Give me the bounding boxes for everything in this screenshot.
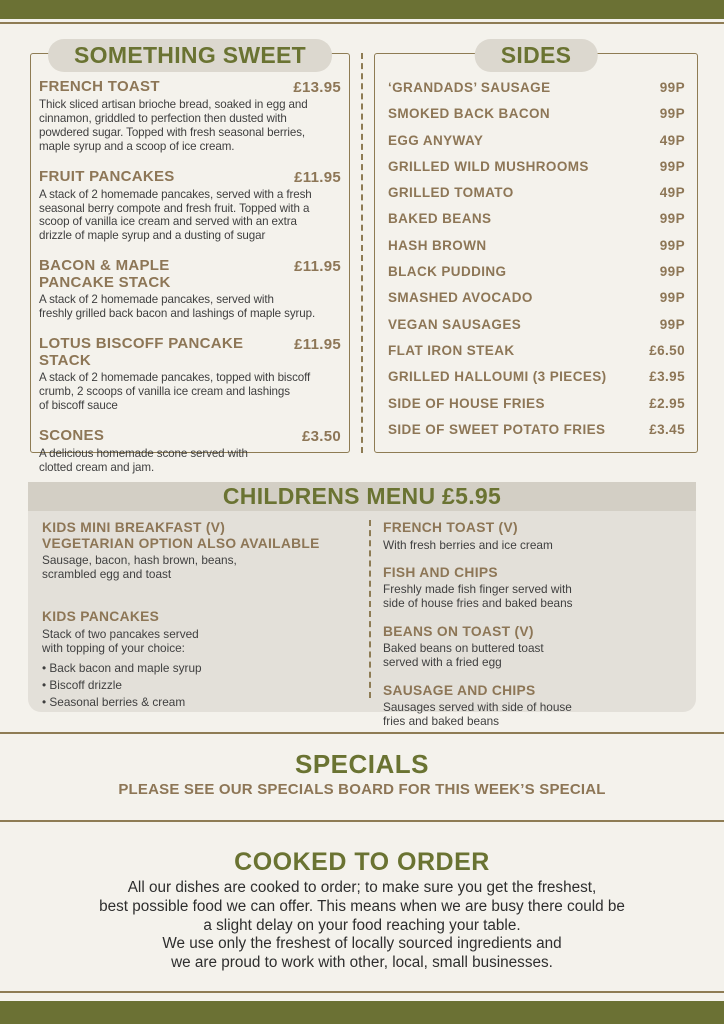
- kids-item-description: [42, 627, 369, 655]
- cooked-to-order-line: All our dishes are cooked to order; to make sure you get the freshest,: [127, 879, 597, 896]
- kids-menu-item: [383, 624, 696, 670]
- side-item-price: £2.95: [649, 395, 685, 411]
- column-divider: [350, 53, 374, 453]
- side-item-row: [388, 364, 685, 390]
- kids-item-description: [383, 700, 696, 728]
- sides-section: [374, 42, 698, 453]
- menu-item: [39, 258, 341, 321]
- side-item-price: 99P: [659, 106, 685, 122]
- kids-item-description: [383, 538, 696, 552]
- kids-menu-item: [42, 609, 369, 710]
- top-olive-bar: [0, 0, 724, 19]
- menu-item-head: [39, 79, 341, 96]
- kids-item-title-line: KIDS MINI BREAKFAST (V): [42, 520, 226, 535]
- kids-menu-item: [383, 520, 696, 552]
- kids-item-title-line: FISH AND CHIPS: [383, 564, 498, 580]
- kids-item-title: [383, 624, 696, 640]
- side-item-row: [388, 233, 685, 259]
- cooked-to-order-line: we are proud to work with other, local, small businesses.: [171, 954, 553, 972]
- description-line: powdered sugar. Topped with fresh seasonal berries,: [39, 125, 306, 139]
- menu-item-name-line: FRUIT PANCAKES: [39, 167, 175, 185]
- description-line: Sausage, bacon, hash brown, beans,: [42, 553, 237, 567]
- menu-item: [39, 169, 341, 244]
- description-line: served with a fried egg: [383, 655, 502, 670]
- menu-item-description: [39, 188, 341, 244]
- side-item-price: 49P: [659, 185, 685, 201]
- menu-item-price: £13.95: [293, 79, 341, 96]
- menu-item: [39, 428, 341, 475]
- side-item-row: [388, 154, 685, 180]
- side-item-price: 99P: [659, 290, 685, 306]
- childrens-menu-body: [28, 511, 696, 729]
- side-item-name: BLACK PUDDING: [388, 264, 507, 280]
- childrens-menu-left-column: [42, 520, 369, 712]
- side-item-name: SIDE OF SWEET POTATO FRIES: [388, 421, 606, 437]
- menu-item-price: £3.50: [301, 427, 341, 445]
- side-item-row: [388, 75, 685, 101]
- side-item-name: SIDE OF HOUSE FRIES: [388, 395, 545, 411]
- menu-item: [39, 79, 341, 154]
- kids-item-title-line: KIDS PANCAKES: [42, 609, 160, 625]
- description-line: scrambled egg and toast: [42, 567, 172, 582]
- description-line: scoop of vanilla ice cream and served with an extra: [39, 215, 297, 229]
- sides-items: [375, 54, 697, 443]
- description-line: maple syrup and a scoop of ice cream.: [39, 139, 235, 153]
- side-item-price: £3.95: [649, 369, 685, 385]
- description-line: drizzle of maple syrup and a dusting of sugar: [39, 229, 266, 243]
- kids-item-title-line: BEANS ON TOAST (V): [383, 623, 534, 639]
- kids-item-description: [383, 582, 696, 610]
- cooked-to-order-title: COOKED TO ORDER: [234, 848, 490, 876]
- kids-item-bullet: • Back bacon and maple syrup: [42, 660, 369, 677]
- kids-menu-item: [42, 520, 369, 581]
- side-item-name: GRILLED HALLOUMI (3 PIECES): [388, 369, 607, 385]
- top-rule: [0, 22, 724, 24]
- side-item-name: VEGAN SAUSAGES: [388, 316, 522, 332]
- sides-header: [475, 39, 598, 72]
- kids-item-title-line: FRENCH TOAST (V): [383, 520, 518, 535]
- side-item-name: FLAT IRON STEAK: [388, 342, 515, 358]
- description-line: Freshly made fish finger served with: [383, 582, 572, 597]
- side-item-name: GRILLED TOMATO: [388, 185, 514, 201]
- description-line: with topping of your choice:: [42, 641, 185, 656]
- menu-item-description: [39, 447, 341, 475]
- bottom-rule: [0, 991, 724, 993]
- childrens-menu-header: CHILDRENS MENU £5.95: [28, 482, 696, 511]
- side-item-row: [388, 259, 685, 285]
- side-item-row: [388, 312, 685, 338]
- upper-menu-columns: [30, 42, 698, 474]
- menu-item-head: [39, 258, 341, 291]
- specials-title: SPECIALS: [294, 749, 430, 779]
- side-item-price: 99P: [659, 158, 685, 174]
- kids-item-bullet: • Seasonal berries & cream: [42, 694, 369, 711]
- kids-item-title: [383, 520, 696, 536]
- kids-menu-item: [383, 683, 696, 729]
- menu-item-description: [39, 98, 341, 154]
- menu-item-name: [39, 169, 175, 186]
- side-item-row: [388, 338, 685, 364]
- description-line: crumb, 2 scoops of vanilla ice cream and lashings: [39, 384, 290, 398]
- kids-item-description: [42, 553, 369, 581]
- description-line: of biscoff sauce: [39, 398, 118, 412]
- menu-item-name-line: SCONES: [39, 426, 105, 444]
- cooked-to-order-section: [0, 849, 724, 973]
- description-line: With fresh berries and ice cream: [383, 537, 553, 552]
- side-item-price: £3.45: [649, 421, 685, 437]
- side-item-name: SMOKED BACK BACON: [388, 106, 551, 122]
- description-line: A stack of 2 homemade pancakes, served with a fresh: [39, 187, 312, 201]
- menu-item-name: [39, 79, 160, 96]
- menu-item-head: [39, 336, 341, 369]
- menu-item-price: £11.95: [294, 258, 341, 276]
- specials-top-rule: [0, 732, 724, 734]
- side-item-row: [388, 206, 685, 232]
- menu-item-name: [39, 336, 286, 369]
- side-item-price: £6.50: [649, 342, 685, 358]
- menu-item-name-line: BACON & MAPLE: [39, 257, 170, 275]
- menu-item-price: £11.95: [294, 168, 341, 186]
- side-item-name: EGG ANYWAY: [388, 132, 484, 148]
- description-line: Sausages served with side of house: [383, 700, 572, 715]
- specials-bottom-rule: [0, 820, 724, 822]
- something-sweet-items: [31, 54, 349, 475]
- menu-item-name: [39, 258, 171, 291]
- side-item-row: [388, 101, 685, 127]
- bottom-olive-bar: [0, 1001, 724, 1024]
- kids-item-title-line: SAUSAGE AND CHIPS: [383, 682, 536, 698]
- something-sweet-header: [48, 39, 332, 72]
- menu-item-description: [39, 293, 341, 321]
- childrens-menu-section: [28, 482, 696, 729]
- kids-item-title: [383, 565, 696, 581]
- description-line: cinnamon, griddled to perfection then dusted with: [39, 111, 287, 125]
- kids-item-bullet: • Biscoff drizzle: [42, 677, 369, 694]
- description-line: fries and baked beans: [383, 714, 500, 729]
- menu-item-name: [39, 428, 104, 445]
- side-item-price: 99P: [659, 80, 685, 95]
- sides-title: SIDES: [500, 42, 572, 68]
- description-line: A stack of 2 homemade pancakes, topped with biscoff: [39, 371, 311, 385]
- cooked-to-order-line: best possible food we can offer. This means when we are busy there could be: [99, 897, 625, 915]
- menu-item-name-line: LOTUS BISCOFF PANCAKE STACK: [39, 335, 244, 369]
- description-line: side of house fries and baked beans: [383, 596, 573, 611]
- menu-item-head: [39, 169, 341, 186]
- menu-item-head: [39, 428, 341, 445]
- kids-item-title: [383, 683, 696, 699]
- childrens-menu-right-column: [371, 520, 696, 729]
- description-line: Baked beans on buttered toast: [383, 641, 544, 656]
- menu-item-price: £11.95: [294, 336, 341, 354]
- side-item-name: HASH BROWN: [388, 237, 487, 253]
- cooked-to-order-line: a slight delay on your food reaching your table.: [203, 916, 521, 934]
- side-item-name: BAKED BEANS: [388, 211, 492, 227]
- side-item-price: 99P: [659, 237, 685, 253]
- specials-section: [0, 751, 724, 798]
- kids-item-title-line: VEGETARIAN OPTION ALSO AVAILABLE: [42, 535, 320, 551]
- kids-item-title: [42, 609, 369, 625]
- kids-item-title: [42, 520, 369, 551]
- description-line: A delicious homemade scone served with: [39, 446, 248, 460]
- description-line: Stack of two pancakes served: [42, 626, 199, 641]
- cooked-to-order-text: [0, 879, 724, 973]
- menu-item-description: [39, 371, 341, 413]
- kids-item-description: [383, 641, 696, 669]
- menu-item: [39, 336, 341, 413]
- side-item-row: [388, 128, 685, 154]
- side-item-price: 99P: [659, 264, 685, 280]
- something-sweet-title: SOMETHING SWEET: [74, 42, 306, 68]
- specials-subtitle: PLEASE SEE OUR SPECIALS BOARD FOR THIS WEEK’S SPECIAL: [118, 781, 606, 798]
- kids-menu-item: [383, 565, 696, 611]
- description-line: seasonal berry compote and fresh fruit. Topped with a: [39, 201, 310, 215]
- side-item-price: 49P: [659, 132, 685, 148]
- something-sweet-section: [30, 42, 350, 474]
- side-item-row: [388, 180, 685, 206]
- side-item-price: 99P: [659, 211, 685, 227]
- description-line: clotted cream and jam.: [39, 460, 155, 474]
- cooked-to-order-line: We use only the freshest of locally sourced ingredients and: [162, 935, 562, 953]
- kids-item-bullet-list: [42, 660, 369, 710]
- side-item-name: GRILLED WILD MUSHROOMS: [388, 158, 589, 174]
- menu-item-name-line: FRENCH TOAST: [39, 78, 160, 95]
- description-line: Thick sliced artisan brioche bread, soaked in egg and: [39, 98, 308, 111]
- side-item-name: ‘GRANDADS’ SAUSAGE: [388, 80, 551, 95]
- menu-item-name-line: PANCAKE STACK: [39, 273, 171, 291]
- dashed-line: [361, 53, 363, 453]
- side-item-price: 99P: [659, 316, 685, 332]
- side-item-row: [388, 391, 685, 417]
- description-line: freshly grilled back bacon and lashings of maple syrup.: [39, 307, 316, 321]
- description-line: A stack of 2 homemade pancakes, served with: [39, 293, 274, 307]
- side-item-name: SMASHED AVOCADO: [388, 290, 533, 306]
- side-item-row: [388, 285, 685, 311]
- side-item-row: [388, 417, 685, 443]
